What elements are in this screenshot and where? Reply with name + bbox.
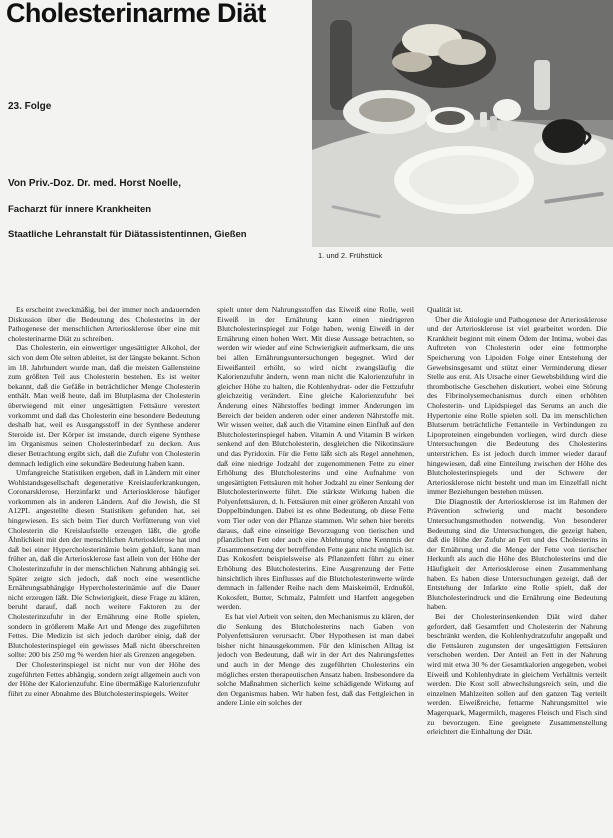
author-role: Facharzt für innere Krankheiten [8, 204, 152, 215]
series-label: 23. Folge [8, 101, 52, 112]
paragraph: Die Diagnostik der Arteriosklerose ist im Rahmen der Prävention schwierig und macht besondere Untersuchungsmethoden notwendig. Von besonderer Bedeutung sind die Untersuchungen, die gezeigt haben, daß die Höhe der Zufuhr an Fett und des Cholesterins in der Ernährung und die Menge der Fette von tierischer Herkunft als auch die Höhe des Blutcholesterins und die Häufigkeit der Arteriosklerose einen Zusammenhang haben. Es haben diese Untersuchungen gezeigt, daß der Entstehung der Infarkte eine Rolle spielt, daß der Blutcholesterindruck und die Ernährung eine Bedeutung haben. [427, 496, 607, 612]
article-title: Cholesterinarme Diät [6, 0, 266, 28]
paragraph: Es erscheint zweckmäßig, bei der immer noch andauernden Diskussion über die Bedeutung des Cholesterins in der Pathogenese der menschlichen Arteriosklerose über eine mit cholesterinarme Diät zu schreiben. [8, 305, 200, 343]
paragraph: Über die Ätiologie und Pathogenese der Arteriosklerose und der Arteriosklerose ist viel gearbeitet worden. Die Krankheit beginnt mit einem Ödem der Intima, wobei das Auftreten von Cholesterin oder eine fettmorphe Speicherung von Lipoiden Folge einer Entstehung der Gewebsinsgesamt und stützt einer Verminderung dieser Stelle aus erst. Als Ursache einer Gewebsbildung wird die thrombotische Geschehen diskutiert, wobei eine Störung des Fibrinolysemechanismus durch einen erhöhten Cholesterin- und Lipidspiegel das Serums an auch die Hypertonie eine Rolle spielen soll. Da im menschlichen Blutserum beträchtliche Fettanteile in Verbindungen zu Lipoproteinen eingebunden vorliegen, wird durch diese Untersuchungen die Bedeutung des Cholesterins unterstrichen. Es ist jedoch durch immer wieder darauf hingewiesen, daß eine Einteilung zwischen der Höhe des Blutcholesterinspiegels und der Schwere der Arteriosklerose nicht besteht und man im Einzelfall nicht immer Beziehungen bestehen müssen. [427, 314, 607, 497]
photo-caption: 1. und 2. Frühstück [318, 251, 383, 260]
paragraph: Es hat viel Arbeit von seiten, den Mechanismus zu klären, der die Senkung des Blutcholesterins nach Gaben von Polyenfettsäuren verursacht. Über Hypothesen ist man dabei bisher nicht hinausgekommen. Für den klinischen Alltag ist jedoch von Bedeutung, daß wir in der Art des Nahrungsfettes und auch in der Menge des zugeführten Cholesterins ein mögliches ersten therapeutischen Ansatz haben. Insbesondere da solche Maßnahmen sicherlich keine schädigende Wirkung auf den Organismus haben. Wir haben fest, daß das Fettgleichen in andere Linie ein solches der [217, 612, 414, 708]
text-column-3 [427, 305, 607, 836]
author-byline: Von Priv.-Doz. Dr. med. Horst Noelle, [8, 178, 181, 189]
breakfast-photo [312, 0, 613, 247]
text-column-2 [217, 305, 414, 836]
paragraph: Qualität ist. [427, 305, 463, 314]
paragraph: Umfangreiche Statistiken ergeben, daß in Ländern mit einer Wohlstandsgesellschaft degenerative Kreislauferkrankungen, Coronarsklerose, Herzinfarkt und Arteriosklerose häufiger vorkommen als in anderen Ländern. Auf die Jewish, die SI A12PL angestellte diesen Statistiken gefunden hat, sei hingewiesen. Es sich beim Tier durch Verfütterung von viel Cholesterin die Kreislaufstelle erzeugen läßt, die große Ähnlichkeit mit den der menschlichen Arteriosklerose hat und daß bei einer Hypercholesterinämie beim gehäuft, kann man früher an, daß die Arteriosklerose fast allein von der Höhe der Cholesterinzufuhr in der menschlichen Nahrung abhängig sei. Später zeigte sich jedoch, daß noch eine wesentliche Ernährungsabhängige Hypercholesterinämie auf die Dauer nicht erzeugen läßt. Die Schwierigkeit, diese Frage zu klären, beruht darauf, daß noch weitere Faktoren zu der Cholesterinzufuhr in der Ernährung eine Rolle spielen, sondern in größerem Maße Art und Menge des zugeführten Fettes. Die Medizin ist sich jedoch darüber einig, daß der Blutcholesterinspiegel ein gewisses Maß nicht überschreiten sollte: 200 bis 250 mg % werden hier als Grenzen angegeben. [8, 468, 200, 660]
author-institution: Staatliche Lehranstalt für Diätassistentinnen, Gießen [8, 229, 247, 240]
text-column-1 [8, 305, 200, 836]
paragraph: Bei der Cholesterinsenkenden Diät wird daher gefordert, daß Gesamtfett und Cholesterin der Nahrung beschränkt werden, die Kohlenhydratzufuhr angepaßt und die Fettsäuren zugunsten der ungesättigten Fettsäuren verschoben werden. Der Anteil an Fett in der Nahrung wird mit etwa 30 % der Gesamtkalorien angegeben, wobei Eiweiß und Kohlenhydrate in gleichem Verhältnis verteilt werden. Die Kost soll abwechslungsreich sein, und die einzelnen Mahlzeiten sollen auf den ganzen Tag verteilt werden. Eiweißreiche, fettarme Nahrungsmittel wie Magerquark, Magermilch, mageres Fleisch und Fisch sind zu bevorzugen. Eine geeignete Zusammenstellung erleichtert die Einhaltung der Diät. [427, 612, 607, 737]
paragraph: Der Cholesterinspiegel ist nicht nur von der Höhe des zugeführten Fettes abhängig, sondern zeigt allgemein auch von der Höhe der Kalorienzufuhr. Eine übermäßige Kalorienzufuhr führt zu einer Abnahme des Blutcholesterinspiegels. Weiter [8, 659, 200, 698]
paragraph: Das Cholesterin, ein einwertiger ungesättigter Alkohol, der sich von dem Öle selten ableitet, ist der längste bekannt. Schon im 18. Jahrhundert wurde man, daß die meisten Gallensteine zum größten Teil aus Cholesterin bestehen. Es ist weiter bekannt, daß die Gefäße in beträchtlicher Menge Cholesterin enthält. Man weiß heute, daß im Blutplasma der Cholesterin überwiegend mit einer ungesättigten Fettsäure verestert vorkommt und daß das Cholesterin eine besondere Bedeutung deshalb hat, weil es Ausgangsstoff in der Synthese anderer Steroide ist. Der Körper ist imstande, durch eigene Synthese im Organismus seinen Cholesterinbedarf zu decken. Aus dieser Betrachtung ergibt sich, daß die Zufuhr von Cholesterin demnach lediglich eine sekundäre Bedeutung haben kann. [8, 343, 200, 468]
paragraph: spielt unter dem Nahrungsstoffen das Eiweiß eine Rolle, weil Eiweiß in der Ernährung kann einen niedrigeren Blutcholesterinspiegel zur Folge haben, wenig Eiweiß in der Ernährung einen hohen Wert. Mit diese Aussage betrachten, so werden wir wieder auf eine Schwierigkeit aufmerksam, die uns bei allen Ernährungsuntersuchungen begegnet. Wird der Eiweißanteil erhöht, so wird nicht zwangsläufig die Kalorienzufuhr ändern, wenn man nicht die Kalorienzufuhr in gleicher Höhe zu halten, die Kohlenhydrat- oder die Fettzufuhr gleichzeitig verändert. Eine gleiche Kalorienzufuhr bei Änderung eines Nährstoffes bedingt immer Änderungen im Bereich der beiden anderen oder einer anderen Nährstoffe mit. Wir wissen weiter, daß auch die Vitamine einen Einfluß auf den Blutcholesterinspiegel haben. Vitamin A und Vitamin B wirken senkend auf den Blutcholesterin, desgleichen die Nikotinsäure und das Pyridoxin. Für die Fette läßt sich als Regel annehmen, daß eine niedrige Jodzahl der zugenommenen Fette zu einer Erhöhung des Blutcholesterins und eine Aufnahme von ungesättigten Fettsäuren mit hoher Jodzahl zu einer Senkung der Blutcholesterinwerte führt. Die stärkste Wirkung haben die Polyenfettsäuren, d. h. Fettsäuren mit einer größeren Anzahl von Doppelbindungen. Dabei ist es ohne Bedeutung, ob diese Fette vom Tier oder von der Pflanze stammen. Wir sehen hier bereits daraus, daß eine einseitige Bevorzugung von tierischen und pflanzlichen Fett oder auch eine Ablehnung ohne Kenntnis der Zusammensetzung der betreffenden Fette ganz nicht möglich ist. Das Kokosfett beispielsweise als Pflanzenfett führt zu einer Erhöhung des Blutcholesterins. Eine Ausgrenzung der Fette hinsichtlich ihres Einflusses auf die Blutcholesterinwerte würde demnach in fallender Reihe nach dem Maiskeimöl, Erdnußöl, Kokosfett, Butter, Schmalz, Palmfett und Hartfett angegeben werden. [217, 305, 414, 612]
